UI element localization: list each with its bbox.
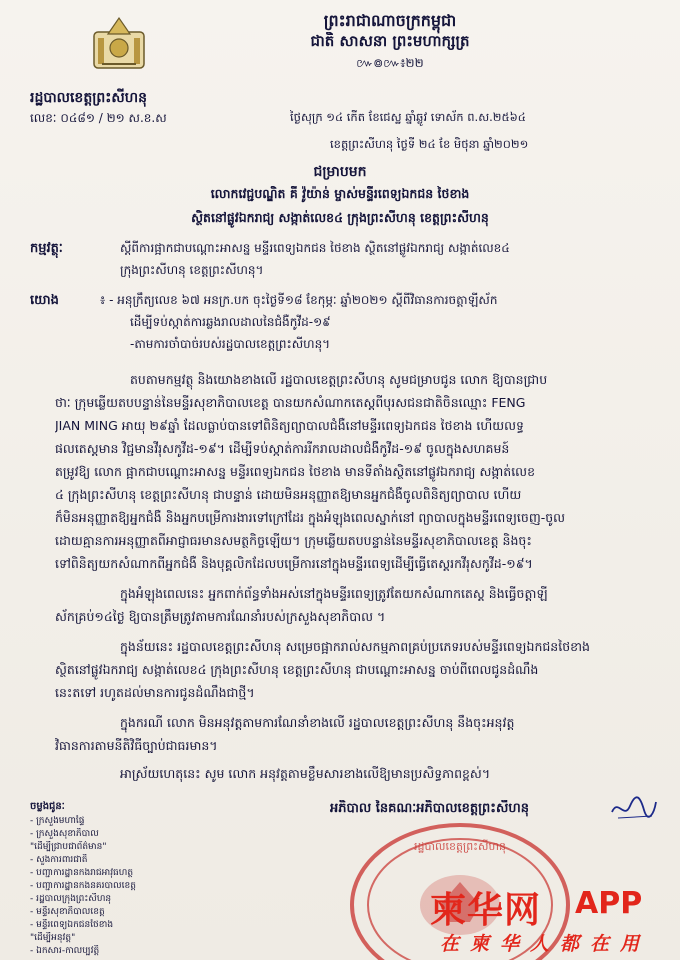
subject-line-2: ក្រុងព្រះសីហនុ ខេត្តព្រះសីហនុ។ (120, 263, 264, 277)
reference-line-3: -តាមការចាំបាច់របស់រដ្ឋបាលខេត្តព្រះសីហនុ។ (130, 337, 331, 351)
cc-item: - ក្រសួងសុខាភិបាល (30, 829, 99, 839)
reference-line-2: ដើម្បីទប់ស្កាត់ការឆ្លងរាលដាលនៃជំងឺកូវីដ-១៩ (130, 315, 331, 329)
body-line: ៤ ក្រុងព្រះសីហនុ ខេត្តព្រះសីហនុ ជាបន្ទាន់ ដោយមិនអនុញ្ញាតឱ្យមានអ្នកជំងឺចូលពិនិត្យព្យាបាល ហើយ (55, 487, 522, 502)
watermark-slogan: 在柬华人都在用 (440, 933, 651, 955)
body-line: ថាៈ ក្រុមឆ្លើយតបបន្ទាន់នៃមន្ទីរសុខាភិបាលខេត្ត បានយកសំណាកតេស្តពីបុរសជនជាតិចិនឈ្មោះ FENG (55, 395, 526, 410)
body-line: ក្នុងករណី លោក មិនអនុវត្តតាមការណែនាំខាងលើ រដ្ឋបាលខេត្តព្រះសីហនុ នឹងចុះអនុវត្ត (120, 715, 515, 730)
body-line: តម្រូវឱ្យ លោក ផ្អាកជាបណ្តោះអាសន្ន មន្ទីរពេទ្យឯកជន ថៃខាង មានទីតាំងស្ថិតនៅផ្លូវឯករាជ្យ សង្កាត់លេខ (55, 464, 536, 479)
kingdom-title: ព្រះរាជាណាចក្រកម្ពុជា (323, 11, 457, 30)
body-line: ដោយគ្មានការអនុញ្ញាតពីអាជ្ញាធរមានសមត្ថកិច្ចឡើយ។ ក្រុមឆ្លើយតបបន្ទាន់នៃមន្ទីរសុខាភិបាលខេត្ត និងចុះ (55, 533, 532, 548)
cc-item: - ឯកសារ-កាលប្បវត្តិ (30, 946, 100, 956)
body-line: ទៅពិនិត្យយកសំណាកពីអ្នកជំងឺ និងបុគ្គលិកដែលបម្រើការនៅក្នុងមន្ទីរពេទ្យដើម្បីធ្វើតេស្តរកវីរុសកូវីដ-១៩។ (55, 556, 533, 571)
solar-date: ខេត្តព្រះសីហនុ ថ្ងៃទី ២៤ ខែ មិថុនា ឆ្នាំ២០២១ (330, 137, 529, 151)
salutation-heading: ជម្រាបមក (313, 164, 367, 180)
lunar-date: ថ្ងៃសុក្រ ១៤ កើត ខែជេស្ឋ ឆ្នាំឆ្លូវ ទោស័ក ព.ស.២៥៦៤ (290, 110, 526, 124)
national-motto: ជាតិ សាសនា ព្រះមហាក្សត្រ (310, 32, 470, 50)
cc-item: - សួងការពារជាតិ (30, 855, 88, 865)
body-line: ផលតេស្តមាន វិជ្ជមានវីរុសកូវីដ-១៩។ ដើម្បីទប់ស្កាត់ការរីករាលដាលជំងឺកូវីដ-១៩ ចូលក្នុងសហគមន៍ (55, 441, 510, 456)
body-line: ក្នុងអំឡុងពេលនេះ អ្នកពាក់ព័ន្ធទាំងអស់នៅក្នុងមន្ទីរពេទ្យត្រូវតែយកសំណាកតេស្ត និងធ្វើចត្តាឡី (120, 586, 548, 601)
watermark-brand: 柬华网 (430, 890, 542, 931)
body-line: វិធានការតាមនីតិវិធីច្បាប់ជាធរមាន។ (55, 738, 218, 753)
cc-item: - បញ្ជាការដ្ឋានកងនគរបាលខេត្ត (30, 881, 136, 891)
reference-label: យោង (30, 293, 59, 308)
subject-label: កម្មវត្ថុៈ (30, 241, 63, 256)
body-line: នេះតទៅ រហូតដល់មានការជូនដំណឹងជាថ្មី។ (55, 685, 255, 700)
handwritten-signature-icon (608, 790, 658, 825)
recipient-address: ស្ថិតនៅផ្លូវឯករាជ្យ សង្កាត់លេខ៤ ក្រុងព្រះសីហនុ ខេត្តព្រះសីហនុ (191, 210, 489, 225)
body-line: ក៏មិនអនុញ្ញាតឱ្យអ្នកជំងឺ និងអ្នកបម្រើការងារទៅក្រៅដែរ ក្នុងអំឡុងពេលស្នាក់នៅ ព្យាបាលក្នុងមន្ទីរពេទ្យចេញ-ចូល (55, 510, 566, 525)
signatory-title: អភិបាល នៃគណៈអភិបាលខេត្តព្រះសីហនុ (330, 801, 529, 816)
subject-line-1: ស្តីពីការផ្អាកជាបណ្តោះអាសន្ន មន្ទីរពេទ្យឯកជន ថៃខាង ស្ថិតនៅផ្លូវឯករាជ្យ សង្កាត់លេខ៤ (120, 241, 510, 255)
reference-line-1: ៖ - អនុក្រឹត្យលេខ ៦៧ អនក្រ.បក ចុះថ្ងៃទី១៨ ខែកុម្ភៈ ឆ្នាំ២០២១ ស្តីពីវិធានការចត្តាឡីស័ក (100, 293, 498, 307)
cc-item: - ក្រសួងមហាផ្ទៃ (30, 816, 85, 826)
sender-admin: រដ្ឋបាលខេត្តព្រះសីហនុ (30, 90, 147, 106)
royal-emblem-icon (88, 12, 150, 72)
seal-text: រដ្ឋបាលខេត្តព្រះសីហនុ (414, 840, 506, 853)
body-line: តបតាមកម្មវត្ថុ និងយោងខាងលើ រដ្ឋបាលខេត្តព្រះសីហនុ សូមជម្រាបជូន លោក ឱ្យបានជ្រាប (130, 372, 548, 387)
recipient-name: លោកវេជ្ជបណ្ឌិត គី វ៉ូយ៉ាន់ ម្ចាស់មន្ទីរពេទ្យឯកជន ថៃខាង (210, 186, 470, 201)
cc-item: "ដើម្បីអនុវត្ត" (30, 933, 76, 943)
cc-item: - បញ្ជាការដ្ឋានកងរាជអាវុធហត្ថ (30, 868, 134, 878)
body-line: JIAN MING អាយុ ២៩ឆ្នាំ ដែលធ្លាប់បានទៅពិនិត្យព្យាបាលជំងឺនៅមន្ទីរពេទ្យឯកជន ថៃខាង ហើយលទ្ធ (55, 418, 524, 433)
body-line: ស័កគ្រប់១៤ថ្ងៃ ឱ្យបានត្រឹមត្រូវតាមការណែនាំរបស់ក្រសួងសុខាភិបាល ។ (55, 609, 386, 624)
body-paragraph-5: អាស្រ័យហេតុនេះ សូម លោក អនុវត្តតាមខ្លឹមសារខាងលើឱ្យមានប្រសិទ្ធភាពខ្ពស់។ (120, 766, 491, 781)
cc-item: - មន្ទីរពេទ្យឯកជនថៃខាង (30, 920, 114, 930)
cc-item: "ដើម្បីជ្រាបជាព័ត៌មាន" (30, 842, 107, 852)
body-line: ក្នុងន័យនេះ រដ្ឋបាលខេត្តព្រះសីហនុ សម្រេចផ្អាករាល់សកម្មភាពគ្រប់ប្រភេទរបស់មន្ទីរពេទ្យឯកជនថៃខាង (120, 639, 590, 654)
body-line: ស្ថិតនៅផ្លូវឯករាជ្យ សង្កាត់លេខ៤ ក្រុងព្រះសីហនុ ខេត្តព្រះសីហនុ ជាបណ្តោះអាសន្ន ចាប់ពីពេលជូនដំណឹង (55, 662, 539, 677)
watermark-app: APP (575, 886, 643, 921)
cc-item: - មន្ទីរសុខាភិបាលខេត្ត (30, 907, 105, 917)
header-ornament: ៚៙៚៖២២ (356, 56, 424, 70)
cc-heading: ចម្លងជូនៈ (30, 801, 65, 812)
reference-number: លេខៈ ០៤៨១ / ២១ ស.ខ.ស (30, 111, 167, 125)
cc-item: - រដ្ឋបាលក្រុងព្រះសីហនុ (30, 894, 112, 904)
